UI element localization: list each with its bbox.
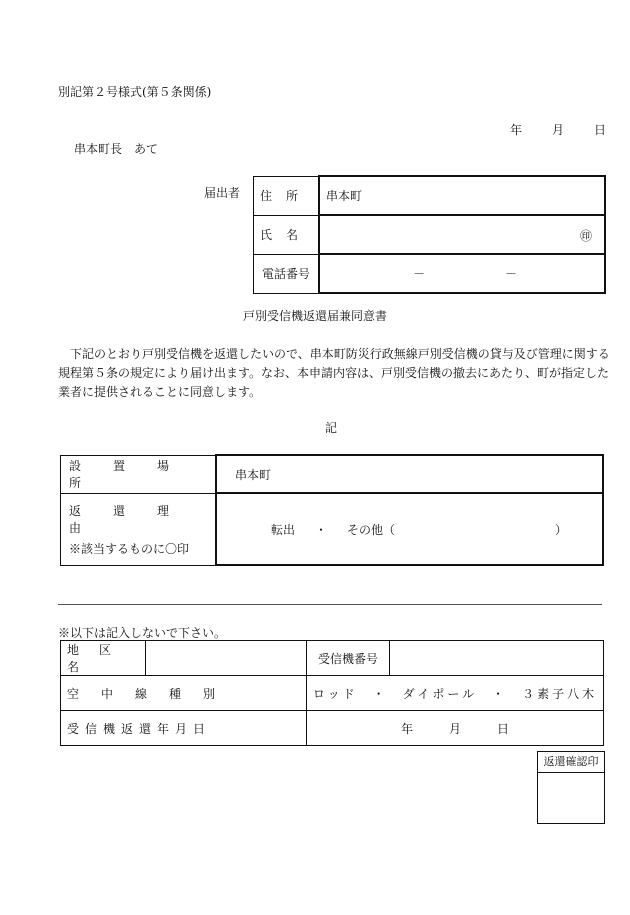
reason-label-cell [61,493,217,565]
stamp-box-label: 返還確認印 [538,752,604,773]
phone-separator-1: － [412,267,425,281]
addressee: 串本町長 あて [74,142,159,156]
phone-separators [326,265,604,282]
district-label-cell [61,641,146,676]
phone-separator-2: － [505,267,518,281]
location-value: 串本町 [235,467,272,482]
ki-heading: 記 [324,421,337,435]
reason-label: 返還理由 [69,503,202,535]
body-text: 下記のとおり戸別受信機を返還したいので、串本町防災行政無線戸別受信機の貸与及び管理に関する規程第５条の規定により届け出ます。なお、本申請内容は、戸別受信機の撤去にあたり、町が指定した業者に提供されることに同意します。 [58,347,610,399]
district-label: 地区名 [67,643,132,674]
notifier-table [253,175,606,294]
date-day: 日 [594,123,607,137]
name-label-cell [254,215,320,254]
antenna-value: ロッド ・ ダイポール ・ ３素子八木 [312,686,598,701]
antenna-label-cell [61,676,307,711]
receiver-no-field[interactable] [390,641,604,676]
reason-options [235,521,602,538]
return-date-field[interactable] [307,711,604,746]
phone-label: 電話番号 [261,267,310,281]
location-field[interactable] [216,455,603,493]
office-table [60,640,604,746]
antenna-field[interactable] [307,676,604,711]
location-label-text: 設置場所 [69,459,202,490]
document-title: 戸別受信機返還届兼同意書 [242,309,387,323]
location-label [69,457,209,491]
seal-mark: ㊞ [579,229,592,243]
option-other-close: ） [555,522,568,537]
option-move-out[interactable]: 転出 [271,522,296,537]
reason-note: ※該当するものに〇印 [69,541,190,556]
reason-field[interactable] [216,493,603,565]
address-field[interactable] [319,176,605,215]
option-other[interactable] [347,521,567,538]
receiver-no-label: 受信機番号 [317,651,378,666]
name-label: 氏名 [259,228,312,242]
form-reference: 別記第２号様式(第５条関係) [58,85,212,99]
phone-label-cell [254,254,320,293]
address-label: 住所 [259,189,312,203]
option-separator: ・ [315,522,328,537]
date-month: 月 [552,123,565,137]
return-confirmation-stamp-box [537,751,605,824]
return-date-label-cell [61,711,307,746]
divider-line [58,604,602,605]
return-date-label: 受信機返還年月日 [67,721,212,736]
address-value: 串本町 [326,189,363,203]
antenna-label: 空中線種別 [67,686,238,701]
body-paragraph [58,345,610,402]
name-field[interactable] [319,215,605,254]
location-label-cell [61,455,217,493]
district-field[interactable] [146,641,307,676]
option-other-label: その他（ [347,522,396,537]
date-year: 年 [510,123,523,137]
notifier-label: 届出者 [204,186,241,200]
phone-field[interactable] [319,254,605,293]
receiver-no-label-cell [307,641,390,676]
address-label-cell [254,176,320,215]
installation-table [60,454,604,566]
return-date-value: 年 月 日 [400,721,509,736]
office-use-note: ※以下は記入しないで下さい。 [58,626,227,640]
date-line [510,121,606,138]
